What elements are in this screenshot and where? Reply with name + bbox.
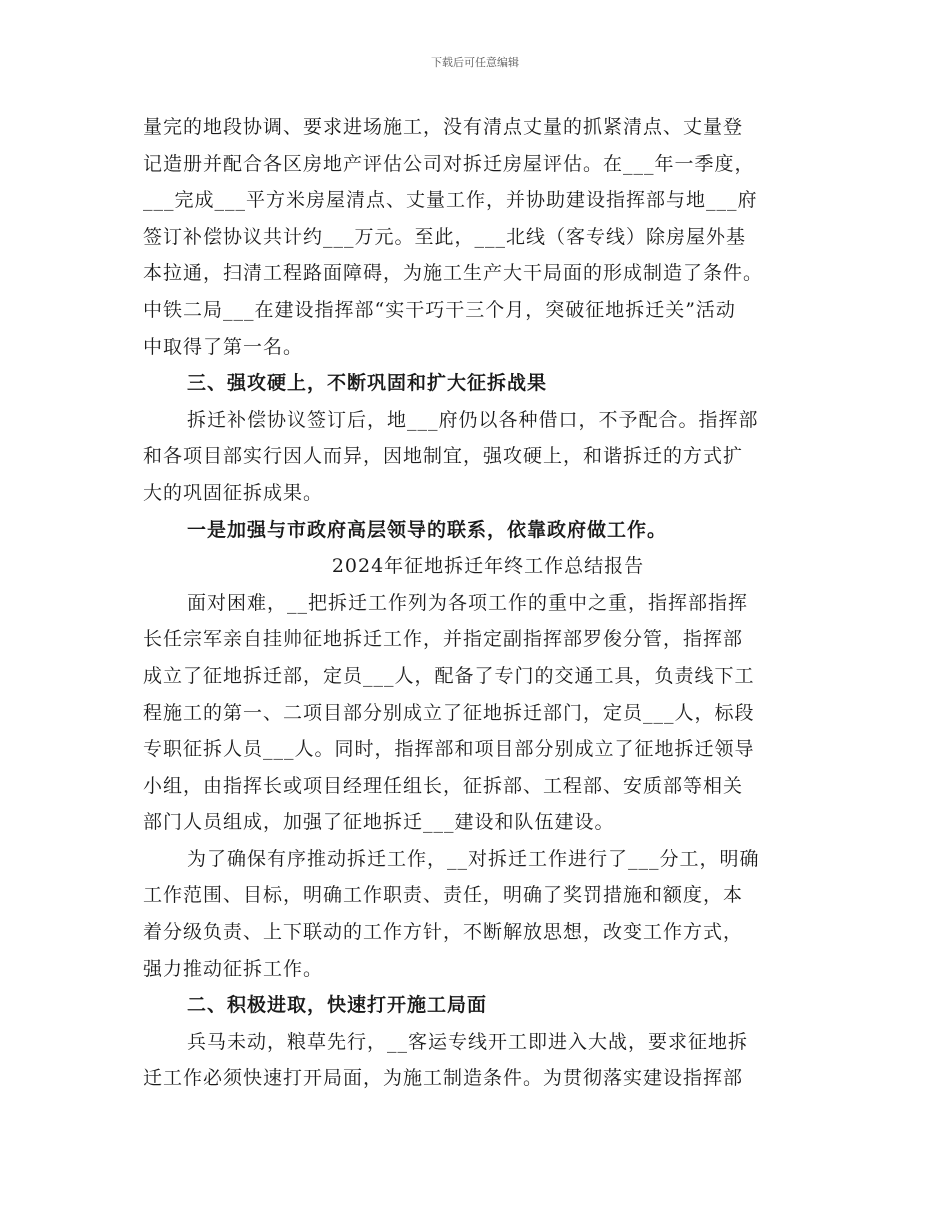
paragraph-line: 签订补偿协议共计约___万元。至此，___北线（客专线）除房屋外基 — [143, 225, 747, 248]
paragraph-line: 部门人员组成，加强了征地拆迁___建设和队伍建设。 — [143, 811, 615, 834]
paragraph-line: 成立了征地拆迁部，定员___人，配备了专门的交通工具，负责线下工 — [143, 664, 755, 687]
paragraph-line: 为了确保有序推动拆迁工作，__对拆迁工作进行了___分工，明确 — [187, 847, 760, 870]
document-title: 2024年征地拆迁年终工作总结报告 — [331, 555, 645, 578]
section-heading: 三、强攻硬上，不断巩固和扩大征拆战果 — [187, 372, 548, 395]
paragraph-line: 强力推动征拆工作。 — [143, 957, 324, 980]
paragraph-line: 小组，由指挥长或项目经理任组长，征拆部、工程部、安质部等相关 — [143, 774, 744, 797]
paragraph-line: 着分级负责、上下联动的工作方针，不断解放思想，改变工作方式， — [143, 921, 744, 944]
paragraph-line: 专职征拆人员___人。同时，指挥部和项目部分别成立了征地拆迁领导 — [143, 738, 755, 761]
paragraph-line: 程施工的第一、二项目部分别成立了征地拆迁部门，定员___人，标段 — [143, 701, 755, 724]
paragraph-line: 工作范围、目标，明确工作职责、责任，明确了奖罚措施和额度，本 — [143, 884, 744, 907]
paragraph-line: 迁工作必须快速打开局面，为施工制造条件。为贯彻落实建设指挥部 — [143, 1067, 744, 1090]
paragraph-line: 中取得了第一名。 — [143, 335, 304, 358]
paragraph-line: 大的巩固征拆成果。 — [143, 481, 324, 504]
paragraph-line: 本拉通，扫清工程路面障碍，为施工生产大干局面的形成制造了条件。 — [143, 262, 764, 285]
subsection-heading: 一是加强与市政府高层领导的联系，依靠政府做工作。 — [187, 518, 668, 541]
paragraph-line: 和各项目部实行因人而异，因地制宜，强攻硬上，和谐拆迁的方式扩 — [143, 445, 744, 468]
section-heading: 二、积极进取，快速打开施工局面 — [187, 994, 488, 1017]
paragraph-line: ___完成___平方米房屋清点、丈量工作，并协助建设指挥部与地___府 — [143, 189, 758, 212]
paragraph-line: 兵马未动，粮草先行，__客运专线开工即进入大战，要求征地拆 — [187, 1030, 749, 1053]
document-body — [143, 112, 833, 1100]
paragraph-line: 拆迁补偿协议签订后，地___府仍以各种借口，不予配合。指挥部 — [187, 408, 759, 431]
paragraph-line: 长任宗军亲自挂帅征地拆迁工作，并指定副指挥部罗俊分管，指挥部 — [143, 628, 744, 651]
paragraph-line: 中铁二局___在建设指挥部“实干巧干三个月，突破征地拆迁关”活动 — [143, 298, 736, 321]
page-header-note: 下载后可任意编辑 — [431, 56, 519, 69]
paragraph-line: 面对困难，__把拆迁工作列为各项工作的重中之重，指挥部指挥 — [187, 591, 749, 614]
paragraph-line: 记造册并配合各区房地产评估公司对拆迁房屋评估。在___年一季度， — [143, 152, 755, 175]
paragraph-line: 量完的地段协调、要求进场施工，没有清点丈量的抓紧清点、丈量登 — [143, 116, 744, 138]
